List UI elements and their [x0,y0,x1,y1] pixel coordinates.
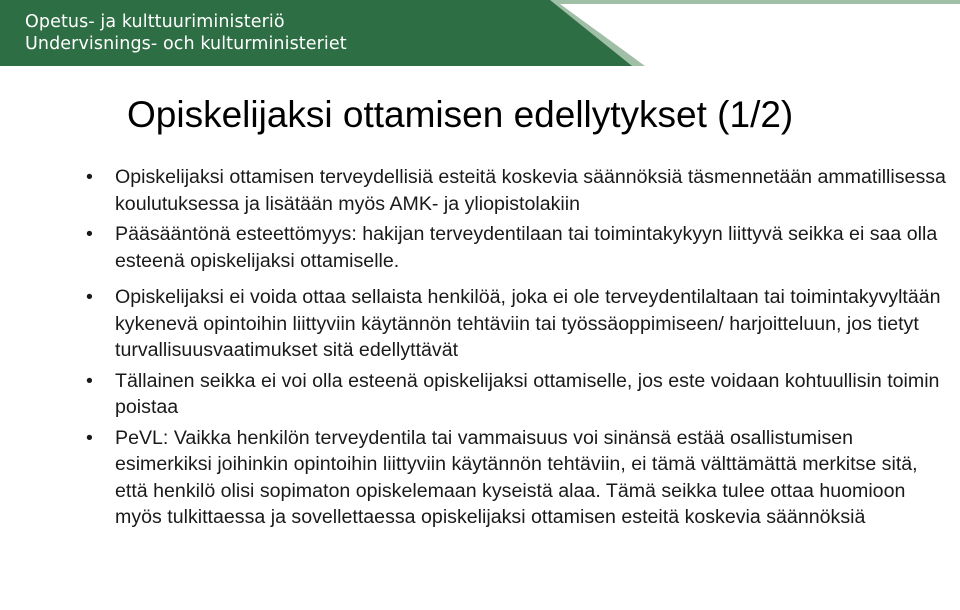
bullet-item [86,368,952,421]
bullet-dot: • [86,426,93,449]
ministry-name-swedish: Undervisnings- och kulturministeriet [25,34,347,54]
bullet-item [86,221,952,274]
bullet-dot: • [86,369,93,392]
bullet-item [86,425,952,531]
bullet-dot: • [86,286,93,308]
bullet-dot: • [86,223,93,245]
slide-title: Opiskelijaksi ottamisen edellytykset (1/2) [127,94,794,135]
bullet-text: Opiskelijaksi ei voida ottaa sellaista henkilöä, joka ei ole terveydentilaltaan tai toimintakyvyltään kykenevä opintoihin liittyviin käytännön tehtäviin tai työssäoppimiseen/ harjoitteluun, jos tietyt turvallisuusvaatimukset sitä edellyttävät [115,286,941,361]
bullet-text: Tällainen seikka ei voi olla esteenä opiskelijaksi ottamiselle, jos este voidaan kohtuullisin toimin poistaa [115,369,940,418]
bullet-list [86,164,952,535]
bullet-dot: • [86,166,93,188]
bullet-item [86,164,952,217]
bullet-text: Opiskelijaksi ottamisen terveydellisiä esteitä koskevia säännöksiä täsmennetään ammatillisessa koulutuksessa ja lisätään myös AMK- ja yliopistolakiin [115,166,946,215]
ministry-name-finnish: Opetus- ja kulttuuriministeriö [25,12,285,32]
bullet-item [86,284,952,364]
bullet-text: Pääsääntönä esteettömyys: hakijan terveydentilaan tai toimintakykyyn liittyvä seikka ei saa olla esteenä opiskelijaksi ottamiselle. [115,223,938,272]
ministry-header-band [0,0,960,66]
ministry-names [25,11,347,55]
bullet-text: PeVL: Vaikka henkilön terveydentila tai vammaisuus voi sinänsä estää osallistumisen esimerkiksi joihinkin opintoihin liittyviin käytännön tehtäviin, ei tämä välttämättä merkitse sitä, että henkilö olisi sopimaton opiskelemaan kyseistä alaa. Tämä seikka tulee ottaa huomioon myös tulkittaessa ja sovellettaessa opiskelijaksi ottamisen esteitä koskevia säännöksiä [115,426,918,528]
